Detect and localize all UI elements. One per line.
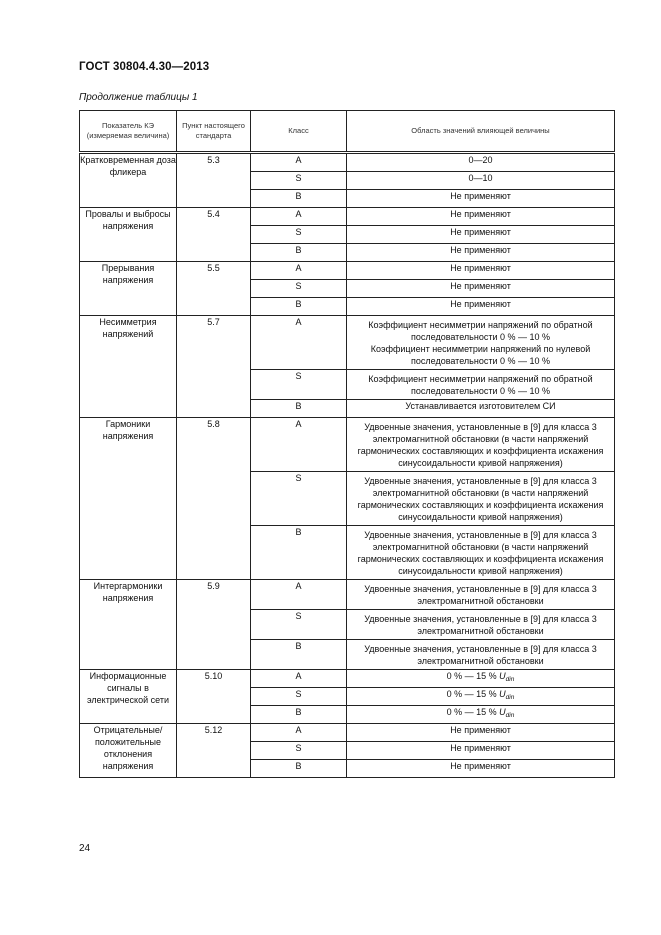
class-cell: B: [251, 706, 347, 724]
value-range-cell: [347, 724, 615, 742]
value-range-cell: [347, 280, 615, 298]
value-range-cell: [347, 370, 615, 400]
indicator-cell: Несимметрия напряжений: [80, 316, 177, 418]
column-header-indicator: Показатель КЭ (измеряемая величина): [80, 111, 177, 153]
value-text: Не применяют: [450, 299, 511, 309]
class-cell: B: [251, 244, 347, 262]
value-range-cell: [347, 670, 615, 688]
class-cell: A: [251, 418, 347, 472]
voltage-symbol: U: [499, 707, 506, 717]
clause-cell: 5.7: [177, 316, 251, 418]
class-cell: S: [251, 280, 347, 298]
indicator-cell: Кратковременная доза фликера: [80, 153, 177, 208]
class-cell: A: [251, 316, 347, 370]
value-subscript: din: [505, 694, 515, 701]
value-text: Коэффициент несимметрии напряжений по обратной последовательности 0 % — 10 %: [368, 320, 593, 342]
value-text: Удвоенные значения, установленные в [9] для класса 3 электромагнитной обстановки: [364, 584, 597, 606]
class-cell: A: [251, 724, 347, 742]
page-number: 24: [79, 843, 91, 854]
value-text: Устанавливается изготовителем СИ: [405, 401, 556, 411]
indicator-cell: Провалы и выбросы напряжения: [80, 208, 177, 262]
value-text: Не применяют: [450, 281, 511, 291]
table-row: [80, 580, 615, 610]
clause-cell: 5.8: [177, 418, 251, 580]
class-cell: S: [251, 226, 347, 244]
value-range-cell: [347, 526, 615, 580]
value-range-cell: [347, 418, 615, 472]
class-cell: A: [251, 670, 347, 688]
value-range-cell: [347, 316, 615, 370]
clause-cell: 5.10: [177, 670, 251, 724]
value-range-cell: [347, 298, 615, 316]
clause-cell: 5.3: [177, 153, 251, 208]
value-text: Коэффициент несимметрии напряжений по обратной последовательности 0 % — 10 %: [368, 374, 593, 396]
indicator-cell: Информационные сигналы в электрической сети: [80, 670, 177, 724]
value-text: 0 % — 15 % U: [446, 689, 506, 699]
value-text: Не применяют: [450, 743, 511, 753]
value-range-cell: [347, 226, 615, 244]
value-text: Не применяют: [450, 761, 511, 771]
table-row: [80, 724, 615, 742]
value-range-cell: [347, 580, 615, 610]
class-cell: B: [251, 760, 347, 778]
indicator-cell: Прерывания напряжения: [80, 262, 177, 316]
indicator-cell: Гармоники напряжения: [80, 418, 177, 580]
value-subscript: din: [505, 712, 515, 719]
value-text: 0—20: [468, 155, 493, 165]
class-cell: A: [251, 262, 347, 280]
value-text: Удвоенные значения, установленные в [9] для класса 3 электромагнитной обстановки: [364, 644, 597, 666]
table-row: [80, 262, 615, 280]
value-text: Не применяют: [450, 227, 511, 237]
class-cell: A: [251, 208, 347, 226]
class-cell: S: [251, 688, 347, 706]
class-cell: B: [251, 190, 347, 208]
value-range-cell: [347, 706, 615, 724]
value-text: Удвоенные значения, установленные в [9] для класса 3 электромагнитной обстановки: [364, 614, 597, 636]
class-cell: S: [251, 742, 347, 760]
value-text: Удвоенные значения, установленные в [9] для класса 3 электромагнитной обстановки (в части напряжений гармонических составляющих и коэффициента искажения синусоидальности кривой напряжения): [357, 476, 604, 522]
voltage-symbol: U: [499, 689, 506, 699]
clause-cell: 5.4: [177, 208, 251, 262]
value-range-cell: [347, 688, 615, 706]
value-range-cell: [347, 472, 615, 526]
value-range-cell: [347, 610, 615, 640]
value-range-cell: [347, 400, 615, 418]
value-text-secondary: Коэффициент несимметрии напряжений по нулевой последовательности 0 % — 10 %: [370, 344, 591, 366]
table-row: [80, 208, 615, 226]
table-row: [80, 153, 615, 172]
value-text: Не применяют: [450, 191, 511, 201]
class-cell: S: [251, 172, 347, 190]
value-range-cell: [347, 153, 615, 172]
value-text: Не применяют: [450, 263, 511, 273]
indicator-cell: Интергармоники напряжения: [80, 580, 177, 670]
table-row: [80, 418, 615, 472]
value-subscript: din: [505, 676, 515, 683]
clause-cell: 5.9: [177, 580, 251, 670]
voltage-symbol: U: [499, 671, 506, 681]
column-header-class: Класс: [251, 111, 347, 153]
value-range-cell: [347, 760, 615, 778]
table-row: [80, 670, 615, 688]
value-text: Не применяют: [450, 209, 511, 219]
table-header-row: [80, 111, 615, 153]
class-cell: B: [251, 526, 347, 580]
value-text: Не применяют: [450, 245, 511, 255]
value-range-cell: [347, 640, 615, 670]
table-caption: Продолжение таблицы 1: [79, 92, 198, 103]
value-text: Не применяют: [450, 725, 511, 735]
value-range-cell: [347, 190, 615, 208]
class-cell: S: [251, 472, 347, 526]
class-cell: B: [251, 640, 347, 670]
table-row: [80, 316, 615, 370]
value-range-cell: [347, 172, 615, 190]
class-cell: B: [251, 298, 347, 316]
value-text: 0—10: [468, 173, 493, 183]
indicator-cell: Отрицательные/ положительные отклонения напряжения: [80, 724, 177, 778]
value-range-cell: [347, 244, 615, 262]
influence-quantities-table: [79, 110, 615, 778]
class-cell: A: [251, 580, 347, 610]
class-cell: B: [251, 400, 347, 418]
column-header-clause: Пункт настоящего стандарта: [177, 111, 251, 153]
column-header-value-range: Область значений влияющей величины: [347, 111, 615, 153]
class-cell: S: [251, 610, 347, 640]
clause-cell: 5.12: [177, 724, 251, 778]
value-text: Удвоенные значения, установленные в [9] для класса 3 электромагнитной обстановки (в части напряжений гармонических составляющих и коэффициента искажения синусоидальности кривой напряжения): [357, 422, 604, 468]
document-title: ГОСТ 30804.4.30—2013: [79, 61, 210, 73]
value-text: Удвоенные значения, установленные в [9] для класса 3 электромагнитной обстановки (в части напряжений гармонических составляющих и коэффициента искажения синусоидальности кривой напряжения): [357, 530, 604, 576]
clause-cell: 5.5: [177, 262, 251, 316]
value-range-cell: [347, 208, 615, 226]
value-text: 0 % — 15 % U: [446, 671, 506, 681]
class-cell: A: [251, 153, 347, 172]
value-text: 0 % — 15 % U: [446, 707, 506, 717]
value-range-cell: [347, 742, 615, 760]
table-body: [80, 153, 615, 778]
class-cell: S: [251, 370, 347, 400]
value-range-cell: [347, 262, 615, 280]
